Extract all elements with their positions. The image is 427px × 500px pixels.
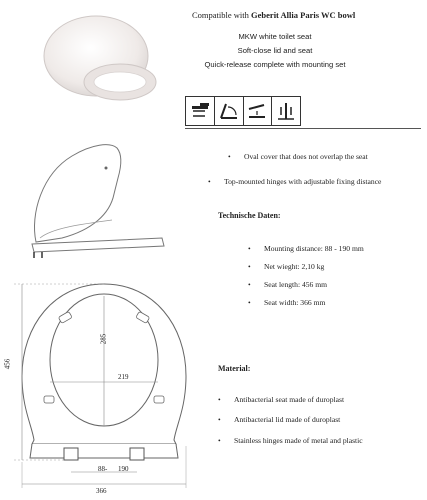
material-heading: Material: (218, 364, 251, 373)
side-view-drawing (22, 134, 192, 264)
subtitle-line: Quick-release complete with mounting set (204, 60, 346, 69)
feature-item: • Oval cover that does not overlap the seat (228, 152, 368, 161)
product-photo (28, 8, 168, 108)
feature-icons (185, 96, 301, 126)
technical-item: • Seat width: 366 mm (248, 298, 325, 307)
soft-close-icon (215, 97, 244, 125)
dimension-inner-width: 219 (118, 373, 129, 381)
material-item: • Stainless hinges made of metal and plastic (218, 436, 363, 445)
divider (185, 128, 421, 129)
technical-item: • Seat length: 456 mm (248, 280, 327, 289)
technical-item: • Mounting distance: 88 - 190 mm (248, 244, 364, 253)
technical-item: • Net wieght: 2,10 kg (248, 262, 324, 271)
material-item: • Antibacterial seat made of duroplast (218, 395, 344, 404)
dimension-mount-min: 88- (98, 465, 108, 473)
quick-release-icon (244, 97, 273, 125)
technical-heading: Technische Daten: (218, 211, 281, 220)
dimension-mount-max: 190 (118, 465, 129, 473)
dimension-length: 456 (3, 358, 12, 370)
product-title: Compatible with Geberit Allia Paris WC bowl (192, 10, 356, 20)
dimension-inner-length: 285 (99, 333, 108, 345)
toilet-seat-icon (186, 97, 215, 125)
subtitle-line: Soft-close lid and seat (237, 46, 313, 55)
material-item: • Antibacterial lid made of duroplast (218, 415, 340, 424)
subtitle-line: MKW white toilet seat (238, 32, 312, 41)
hinge-mount-icon (272, 97, 300, 125)
feature-item: • Top-mounted hinges with adjustable fixing distance (208, 177, 381, 186)
dimension-width: 366 (96, 487, 107, 495)
